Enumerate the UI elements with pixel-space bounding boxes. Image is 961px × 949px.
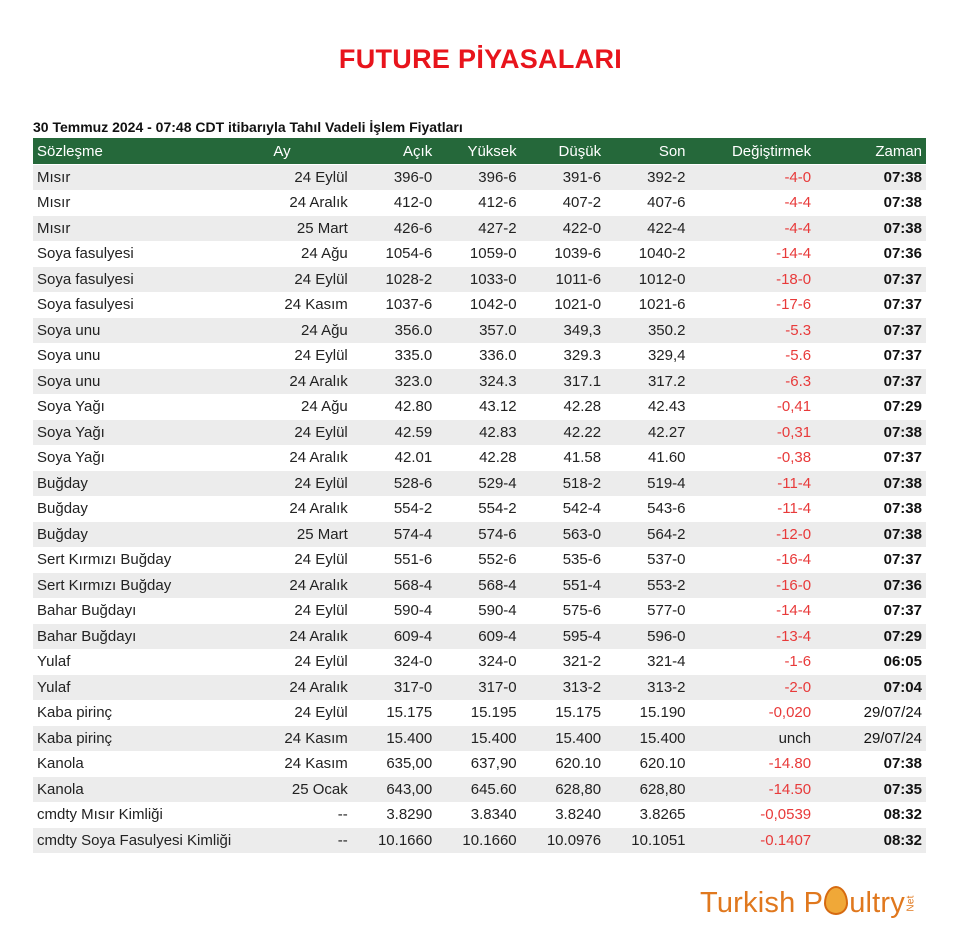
header-change: Değiştirmek [690,138,816,165]
table-row [33,700,926,726]
cell-high: 1042-0 [436,292,520,318]
cell-time: 07:38 [815,471,926,497]
cell-contract: Kanola [33,777,248,803]
cell-change: -12-0 [690,522,816,548]
cell-open: 324-0 [352,649,436,675]
cell-change: -17-6 [690,292,816,318]
cell-time: 07:37 [815,343,926,369]
cell-month: 24 Kasım [248,292,351,318]
cell-last: 519-4 [605,471,689,497]
cell-low: 391-6 [521,165,605,191]
cell-high: 357.0 [436,318,520,344]
cell-contract: Soya Yağı [33,394,248,420]
cell-month: 24 Aralık [248,445,351,471]
cell-open: 42.01 [352,445,436,471]
cell-high: 43.12 [436,394,520,420]
cell-last: 15.190 [605,700,689,726]
cell-low: 15.175 [521,700,605,726]
cell-high: 396-6 [436,165,520,191]
cell-low: 535-6 [521,547,605,573]
cell-high: 1059-0 [436,241,520,267]
cell-high: 427-2 [436,216,520,242]
header-low: Düşük [521,138,605,165]
cell-contract: Yulaf [33,675,248,701]
cell-contract: cmdty Mısır Kimliği [33,802,248,828]
cell-change: -1-6 [690,649,816,675]
cell-high: 15.400 [436,726,520,752]
table-row [33,241,926,267]
cell-time: 07:38 [815,522,926,548]
cell-high: 3.8340 [436,802,520,828]
cell-change: -5.6 [690,343,816,369]
cell-contract: Bahar Buğdayı [33,624,248,650]
page-title: FUTURE PİYASALARI [338,44,623,74]
cell-change: unch [690,726,816,752]
cell-low: 42.22 [521,420,605,446]
cell-time: 08:32 [815,828,926,854]
cell-month: 24 Aralık [248,496,351,522]
cell-change: -14-4 [690,598,816,624]
table-row [33,165,926,191]
cell-open: 42.59 [352,420,436,446]
cell-change: -14.50 [690,777,816,803]
cell-time: 07:36 [815,241,926,267]
cell-open: 574-4 [352,522,436,548]
cell-month: 24 Aralık [248,369,351,395]
header-last: Son [605,138,689,165]
cell-last: 1012-0 [605,267,689,293]
cell-low: 422-0 [521,216,605,242]
cell-change: -14.80 [690,751,816,777]
cell-month: 24 Eylül [248,649,351,675]
cell-contract: Mısır [33,190,248,216]
cell-change: -16-4 [690,547,816,573]
cell-time: 07:38 [815,165,926,191]
cell-change: -0,020 [690,700,816,726]
table-row [33,420,926,446]
cell-open: 528-6 [352,471,436,497]
cell-contract: Soya unu [33,343,248,369]
cell-high: 15.195 [436,700,520,726]
cell-month: 24 Kasım [248,751,351,777]
cell-month: -- [248,802,351,828]
cell-contract: Buğday [33,522,248,548]
cell-month: -- [248,828,351,854]
cell-open: 551-6 [352,547,436,573]
table-row [33,471,926,497]
cell-open: 1037-6 [352,292,436,318]
cell-change: -11-4 [690,496,816,522]
cell-last: 42.43 [605,394,689,420]
table-row [33,777,926,803]
cell-change: -4-4 [690,190,816,216]
futures-table [33,138,926,854]
cell-open: 635,00 [352,751,436,777]
cell-change: -13-4 [690,624,816,650]
logo-text-start: Turkish P [700,887,824,919]
cell-last: 422-4 [605,216,689,242]
cell-low: 620.10 [521,751,605,777]
cell-change: -16-0 [690,573,816,599]
cell-high: 336.0 [436,343,520,369]
cell-low: 1039-6 [521,241,605,267]
cell-high: 574-6 [436,522,520,548]
cell-month: 24 Eylül [248,165,351,191]
cell-last: 564-2 [605,522,689,548]
table-caption: 30 Temmuz 2024 - 07:48 CDT itibarıyla Tahıl Vadeli İşlem Fiyatları [33,119,463,135]
cell-time: 07:29 [815,624,926,650]
cell-contract: Kanola [33,751,248,777]
cell-high: 10.1660 [436,828,520,854]
turkish-poultry-logo [700,886,919,922]
cell-last: 321-4 [605,649,689,675]
cell-high: 609-4 [436,624,520,650]
table-row [33,802,926,828]
cell-high: 1033-0 [436,267,520,293]
cell-time: 07:38 [815,420,926,446]
cell-open: 15.400 [352,726,436,752]
cell-open: 335.0 [352,343,436,369]
table-row [33,675,926,701]
cell-contract: Buğday [33,496,248,522]
cell-month: 24 Aralık [248,624,351,650]
cell-month: 25 Ocak [248,777,351,803]
cell-contract: Soya Yağı [33,445,248,471]
cell-contract: Soya fasulyesi [33,241,248,267]
cell-month: 25 Mart [248,522,351,548]
cell-high: 412-6 [436,190,520,216]
cell-time: 29/07/24 [815,726,926,752]
table-row [33,190,926,216]
table-row [33,598,926,624]
table-body [33,165,926,854]
cell-time: 07:35 [815,777,926,803]
cell-change: -6.3 [690,369,816,395]
cell-last: 1021-6 [605,292,689,318]
cell-change: -18-0 [690,267,816,293]
cell-high: 568-4 [436,573,520,599]
table-row [33,369,926,395]
cell-month: 24 Aralık [248,573,351,599]
cell-high: 552-6 [436,547,520,573]
cell-low: 42.28 [521,394,605,420]
cell-contract: Kaba pirinç [33,700,248,726]
cell-low: 321-2 [521,649,605,675]
cell-last: 42.27 [605,420,689,446]
cell-last: 628,80 [605,777,689,803]
cell-month: 24 Eylül [248,598,351,624]
header-high: Yüksek [436,138,520,165]
logo-suffix: Net [905,895,917,912]
cell-open: 1054-6 [352,241,436,267]
cell-month: 24 Aralık [248,675,351,701]
cell-high: 324-0 [436,649,520,675]
cell-month: 24 Eylül [248,267,351,293]
cell-time: 07:37 [815,267,926,293]
cell-contract: Bahar Buğdayı [33,598,248,624]
cell-change: -0,0539 [690,802,816,828]
cell-open: 568-4 [352,573,436,599]
cell-contract: Soya fasulyesi [33,292,248,318]
table-row [33,496,926,522]
cell-low: 628,80 [521,777,605,803]
table-row [33,445,926,471]
cell-change: -11-4 [690,471,816,497]
cell-last: 392-2 [605,165,689,191]
cell-time: 07:29 [815,394,926,420]
cell-low: 329.3 [521,343,605,369]
cell-last: 313-2 [605,675,689,701]
cell-high: 590-4 [436,598,520,624]
cell-last: 3.8265 [605,802,689,828]
cell-time: 07:38 [815,190,926,216]
cell-change: -4-0 [690,165,816,191]
cell-low: 407-2 [521,190,605,216]
cell-high: 317-0 [436,675,520,701]
cell-high: 554-2 [436,496,520,522]
cell-month: 24 Ağu [248,241,351,267]
cell-low: 349,3 [521,318,605,344]
cell-contract: Sert Kırmızı Buğday [33,547,248,573]
cell-high: 324.3 [436,369,520,395]
cell-open: 396-0 [352,165,436,191]
cell-low: 41.58 [521,445,605,471]
table-row [33,394,926,420]
cell-low: 15.400 [521,726,605,752]
cell-low: 551-4 [521,573,605,599]
cell-open: 323.0 [352,369,436,395]
header-open: Açık [352,138,436,165]
cell-time: 07:36 [815,573,926,599]
table-header-row [33,138,926,165]
cell-time: 06:05 [815,649,926,675]
cell-change: -0,41 [690,394,816,420]
table-row [33,726,926,752]
cell-open: 412-0 [352,190,436,216]
cell-contract: Mısır [33,165,248,191]
cell-month: 24 Eylül [248,420,351,446]
cell-open: 554-2 [352,496,436,522]
table-row [33,343,926,369]
cell-month: 24 Kasım [248,726,351,752]
table-row [33,649,926,675]
cell-open: 317-0 [352,675,436,701]
cell-low: 518-2 [521,471,605,497]
cell-contract: Soya Yağı [33,420,248,446]
cell-contract: Sert Kırmızı Buğday [33,573,248,599]
cell-last: 317.2 [605,369,689,395]
cell-open: 590-4 [352,598,436,624]
cell-month: 24 Ağu [248,394,351,420]
table-row [33,573,926,599]
table-row [33,624,926,650]
cell-change: -0,31 [690,420,816,446]
cell-time: 07:38 [815,496,926,522]
cell-month: 24 Eylül [248,700,351,726]
cell-time: 07:37 [815,547,926,573]
table-row [33,828,926,854]
cell-high: 645.60 [436,777,520,803]
cell-month: 24 Aralık [248,190,351,216]
cell-change: -0,38 [690,445,816,471]
cell-contract: Soya fasulyesi [33,267,248,293]
table-row [33,267,926,293]
cell-change: -14-4 [690,241,816,267]
cell-high: 637,90 [436,751,520,777]
cell-last: 350.2 [605,318,689,344]
cell-time: 07:38 [815,751,926,777]
cell-change: -5.3 [690,318,816,344]
cell-last: 15.400 [605,726,689,752]
cell-last: 10.1051 [605,828,689,854]
logo-text-end: ultry [849,887,905,919]
cell-change: -0.1407 [690,828,816,854]
cell-contract: Kaba pirinç [33,726,248,752]
cell-last: 553-2 [605,573,689,599]
cell-low: 595-4 [521,624,605,650]
cell-high: 42.28 [436,445,520,471]
cell-last: 620.10 [605,751,689,777]
cell-contract: cmdty Soya Fasulyesi Kimliği [33,828,248,854]
header-contract: Sözleşme [33,138,248,165]
cell-last: 537-0 [605,547,689,573]
cell-contract: Yulaf [33,649,248,675]
cell-month: 24 Eylül [248,471,351,497]
cell-open: 3.8290 [352,802,436,828]
cell-time: 07:37 [815,318,926,344]
cell-month: 24 Eylül [248,343,351,369]
cell-low: 317.1 [521,369,605,395]
header-time: Zaman [815,138,926,165]
cell-time: 07:37 [815,598,926,624]
cell-open: 356.0 [352,318,436,344]
cell-last: 41.60 [605,445,689,471]
cell-low: 575-6 [521,598,605,624]
cell-open: 426-6 [352,216,436,242]
cell-low: 563-0 [521,522,605,548]
cell-open: 609-4 [352,624,436,650]
egg-icon [824,886,848,915]
cell-open: 10.1660 [352,828,436,854]
cell-contract: Mısır [33,216,248,242]
cell-time: 07:37 [815,445,926,471]
cell-last: 577-0 [605,598,689,624]
cell-time: 07:37 [815,369,926,395]
table-row [33,292,926,318]
cell-month: 24 Eylül [248,547,351,573]
cell-high: 529-4 [436,471,520,497]
cell-high: 42.83 [436,420,520,446]
cell-low: 542-4 [521,496,605,522]
cell-low: 3.8240 [521,802,605,828]
cell-low: 313-2 [521,675,605,701]
cell-low: 1021-0 [521,292,605,318]
cell-time: 29/07/24 [815,700,926,726]
cell-last: 596-0 [605,624,689,650]
table-row [33,522,926,548]
cell-last: 543-6 [605,496,689,522]
cell-contract: Buğday [33,471,248,497]
cell-low: 10.0976 [521,828,605,854]
cell-change: -2-0 [690,675,816,701]
cell-open: 42.80 [352,394,436,420]
cell-last: 407-6 [605,190,689,216]
cell-last: 1040-2 [605,241,689,267]
cell-last: 329,4 [605,343,689,369]
header-month: Ay [248,138,351,165]
cell-time: 07:37 [815,292,926,318]
cell-time: 08:32 [815,802,926,828]
table-row [33,216,926,242]
cell-open: 643,00 [352,777,436,803]
cell-month: 25 Mart [248,216,351,242]
cell-open: 15.175 [352,700,436,726]
table-row [33,751,926,777]
cell-month: 24 Ağu [248,318,351,344]
table-row [33,318,926,344]
cell-contract: Soya unu [33,369,248,395]
cell-contract: Soya unu [33,318,248,344]
cell-time: 07:38 [815,216,926,242]
cell-change: -4-4 [690,216,816,242]
table-row [33,547,926,573]
cell-time: 07:04 [815,675,926,701]
cell-open: 1028-2 [352,267,436,293]
cell-low: 1011-6 [521,267,605,293]
